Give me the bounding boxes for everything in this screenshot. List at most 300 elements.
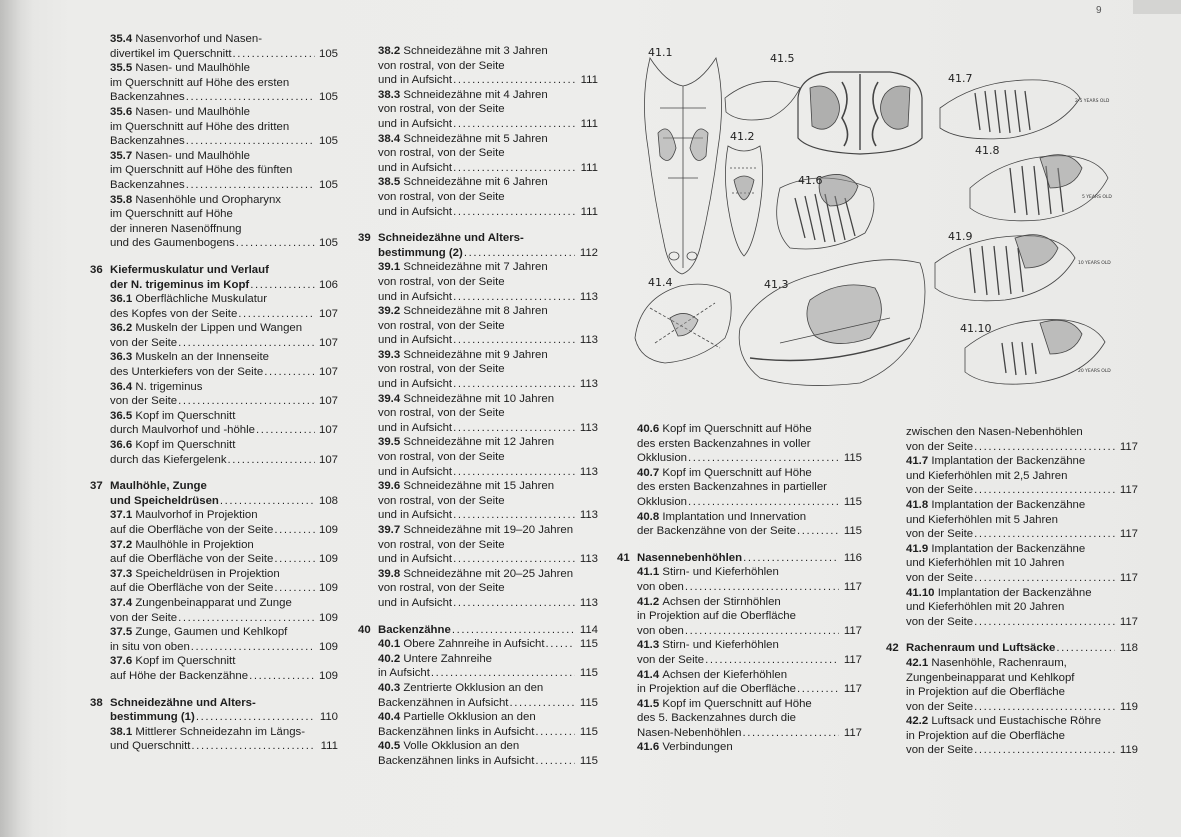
page-ref: 105 bbox=[318, 135, 338, 148]
entry-line bbox=[378, 508, 598, 523]
toc-entry bbox=[110, 292, 338, 321]
entry-text: von rostral, von der Seite bbox=[378, 451, 505, 464]
toc-entry bbox=[110, 193, 338, 251]
page-ref: 115 bbox=[579, 638, 598, 651]
entry-number: 40.3 bbox=[378, 681, 401, 694]
entry-line bbox=[637, 437, 862, 452]
entry-line bbox=[906, 700, 1138, 715]
entry-line bbox=[110, 523, 338, 538]
page-ref: 111 bbox=[580, 74, 598, 87]
entry-number: 37.5 bbox=[110, 626, 133, 639]
entry-number: 39.7 bbox=[378, 524, 401, 536]
entry-number: 40.4 bbox=[378, 711, 401, 724]
entry-line bbox=[378, 190, 598, 205]
entry-text: Schneidezähne mit 5 Jahren bbox=[403, 132, 548, 145]
page-ref: 117 bbox=[1119, 528, 1138, 541]
leader-dots bbox=[453, 73, 575, 88]
entry-text: in Projektion auf die Oberfläche bbox=[906, 729, 1065, 742]
leader-dots bbox=[220, 494, 315, 509]
entry-text: und Kieferhöhlen mit 20 Jahren bbox=[906, 601, 1065, 614]
entry-text: Speicheldrüsen in Projektion bbox=[135, 567, 280, 580]
toc-entry bbox=[110, 567, 338, 596]
page-ref: 114 bbox=[579, 623, 598, 636]
toc-entry bbox=[378, 637, 598, 652]
page-ref: 117 bbox=[843, 726, 862, 739]
toc-entry bbox=[110, 596, 338, 625]
entry-text: von oben bbox=[637, 580, 684, 593]
entry-text: Kiefermuskulatur und Verlauf bbox=[110, 263, 269, 276]
page-ref: 109 bbox=[318, 611, 338, 624]
entry-text: Schneidezähne mit 7 Jahren bbox=[403, 261, 548, 274]
entry-line bbox=[637, 595, 862, 610]
leader-dots bbox=[191, 640, 315, 655]
page-ref: 108 bbox=[318, 494, 338, 507]
entry-line bbox=[637, 580, 862, 595]
entry-line bbox=[906, 454, 1138, 469]
entry-number: 41.5 bbox=[637, 697, 660, 710]
entry-number: 39.4 bbox=[378, 392, 401, 405]
leader-dots bbox=[974, 440, 1115, 455]
toc-entry bbox=[378, 88, 598, 132]
page-ref: 117 bbox=[843, 683, 862, 696]
toc-entry bbox=[378, 44, 598, 88]
page-ref: 113 bbox=[579, 509, 598, 522]
entry-line bbox=[378, 333, 598, 348]
entry-text: Kopf im Querschnitt auf Höhe bbox=[662, 466, 812, 479]
page-ref: 117 bbox=[843, 624, 862, 637]
entry-text: von der Seite bbox=[110, 395, 178, 408]
toc-entry bbox=[906, 586, 1138, 630]
entry-text: N. trigeminus bbox=[135, 380, 203, 393]
page-ref: 111 bbox=[580, 161, 598, 174]
entry-text: von rostral, von der Seite bbox=[378, 538, 505, 551]
entry-text: von der Seite bbox=[110, 611, 178, 624]
entry-line bbox=[378, 362, 598, 377]
entry-line bbox=[378, 637, 598, 652]
entry-line bbox=[906, 542, 1138, 557]
page-ref: 119 bbox=[1119, 744, 1138, 757]
leader-dots bbox=[453, 596, 575, 611]
toc-entry bbox=[110, 61, 338, 105]
entry-text: Kopf im Querschnitt auf Höhe bbox=[662, 423, 812, 435]
leader-dots bbox=[453, 508, 575, 523]
entry-text: Schneidezähne mit 15 Jahren bbox=[403, 480, 555, 493]
age-label: 5 YEARS OLD bbox=[1082, 195, 1112, 200]
entry-line bbox=[378, 132, 598, 147]
entry-number: 39.1 bbox=[378, 261, 401, 274]
entry-text: Zentrierte Okklusion an den bbox=[403, 681, 544, 694]
toc-entry bbox=[637, 565, 862, 594]
entry-number: 41.1 bbox=[637, 566, 660, 579]
entry-text: im Querschnitt auf Höhe des dritten bbox=[110, 120, 290, 133]
entry-line bbox=[637, 653, 862, 668]
entry-text: Maulvorhof in Projektion bbox=[135, 509, 258, 522]
section-number: 39 bbox=[358, 232, 371, 245]
entry-text: des Unterkiefers von der Seite bbox=[110, 366, 264, 379]
book-gutter bbox=[0, 0, 34, 837]
entry-line bbox=[110, 236, 338, 251]
entry-text: zwischen den Nasen-Nebenhöhlen bbox=[906, 426, 1083, 438]
entry-line bbox=[110, 423, 338, 438]
entry-line bbox=[110, 640, 338, 655]
toc-entry bbox=[906, 656, 1138, 714]
toc-entry bbox=[378, 260, 598, 304]
leader-dots bbox=[178, 336, 315, 351]
leader-dots bbox=[453, 552, 575, 567]
entry-text: Nasen- und Maulhöhle bbox=[135, 105, 250, 118]
leader-dots bbox=[274, 581, 315, 596]
entry-text: Schneidezähne mit 19–20 Jahren bbox=[403, 524, 574, 536]
toc-entry bbox=[378, 304, 598, 348]
entry-text: in Aufsicht bbox=[378, 667, 430, 680]
entry-line bbox=[378, 275, 598, 290]
entry-text: Implantation der Backenzähne bbox=[937, 586, 1092, 599]
page-ref: 113 bbox=[579, 290, 598, 303]
section-number: 41 bbox=[617, 551, 630, 564]
leader-dots bbox=[233, 47, 315, 62]
leader-dots bbox=[743, 726, 840, 741]
entry-line bbox=[110, 321, 338, 336]
entry-number: 39.8 bbox=[378, 567, 401, 580]
entry-number: 35.7 bbox=[110, 149, 133, 162]
leader-dots bbox=[974, 483, 1115, 498]
figure-label: 41.10 bbox=[960, 322, 992, 335]
entry-line bbox=[378, 304, 598, 319]
entry-number: 38.1 bbox=[110, 725, 133, 738]
figure-label: 41.8 bbox=[975, 144, 1000, 157]
entry-text: von der Seite bbox=[637, 653, 705, 666]
leader-dots bbox=[453, 333, 575, 348]
entry-text: der inneren Nasenöffnung bbox=[110, 222, 242, 235]
entry-text: und in Aufsicht bbox=[378, 553, 453, 566]
page-ref: 109 bbox=[318, 582, 338, 595]
entry-line bbox=[378, 146, 598, 161]
section-title-line bbox=[110, 278, 338, 293]
entry-text: Schneidezähne mit 12 Jahren bbox=[403, 436, 555, 449]
toc-entry bbox=[110, 625, 338, 654]
page-ref: 107 bbox=[318, 453, 338, 466]
entry-line bbox=[110, 163, 338, 178]
entry-line bbox=[378, 319, 598, 334]
leader-dots bbox=[705, 653, 839, 668]
entry-text: von rostral, von der Seite bbox=[378, 363, 505, 376]
entry-text: Nasen- und Maulhöhle bbox=[135, 149, 250, 162]
entry-text: Partielle Okklusion an den bbox=[403, 711, 536, 724]
leader-dots bbox=[186, 134, 315, 149]
entry-line bbox=[906, 615, 1138, 630]
page-ref: 107 bbox=[318, 366, 338, 379]
leader-dots bbox=[186, 90, 315, 105]
entry-number: 41.9 bbox=[906, 542, 929, 555]
page-ref: 113 bbox=[579, 378, 598, 391]
entry-line bbox=[110, 365, 338, 380]
section-title-line bbox=[110, 494, 338, 509]
section-title-line bbox=[110, 479, 338, 494]
entry-line bbox=[637, 740, 862, 755]
entry-text: von der Seite bbox=[906, 484, 974, 497]
entry-line bbox=[637, 422, 862, 437]
entry-text: auf die Oberfläche von der Seite bbox=[110, 553, 274, 566]
entry-line bbox=[110, 552, 338, 567]
entry-line bbox=[378, 523, 598, 538]
entry-text: im Querschnitt auf Höhe des ersten bbox=[110, 76, 290, 89]
leader-dots bbox=[264, 365, 315, 380]
figure-label: 41.4 bbox=[648, 276, 673, 289]
entry-line bbox=[906, 685, 1138, 700]
entry-text: des ersten Backenzahnes in partieller bbox=[637, 481, 827, 494]
entry-text: Schneidezähne mit 20–25 Jahren bbox=[403, 567, 574, 580]
entry-text: Kopf im Querschnitt bbox=[135, 409, 236, 422]
entry-number: 37.6 bbox=[110, 655, 133, 668]
leader-dots bbox=[546, 637, 575, 652]
section-title-line bbox=[378, 246, 598, 261]
entry-text: im Querschnitt auf Höhe des fünften bbox=[110, 164, 293, 177]
entry-text: und in Aufsicht bbox=[378, 378, 453, 391]
entry-line bbox=[110, 134, 338, 149]
page-ref: 115 bbox=[579, 725, 598, 738]
leader-dots bbox=[228, 453, 315, 468]
entry-text: des Kopfes von der Seite bbox=[110, 307, 238, 320]
entry-number: 39.2 bbox=[378, 305, 401, 318]
entry-number: 35.6 bbox=[110, 105, 133, 118]
entry-line bbox=[110, 307, 338, 322]
toc-entry bbox=[378, 681, 598, 710]
entry-text: von rostral, von der Seite bbox=[378, 103, 505, 116]
leader-dots bbox=[274, 552, 315, 567]
entry-line bbox=[110, 453, 338, 468]
figure-label: 41.1 bbox=[648, 46, 673, 59]
entry-text: Kopf im Querschnitt auf Höhe bbox=[662, 697, 812, 710]
entry-number: 37.4 bbox=[110, 596, 133, 609]
entry-text: Luftsack und Eustachische Röhre bbox=[931, 715, 1102, 728]
leader-dots bbox=[453, 290, 575, 305]
entry-line bbox=[378, 117, 598, 132]
entry-text: Achsen der Kieferhöhlen bbox=[662, 668, 788, 681]
toc-entry bbox=[637, 697, 862, 741]
page-ref: 110 bbox=[319, 711, 338, 724]
age-label: 20 YEARS OLD bbox=[1078, 369, 1111, 374]
entry-number: 37.2 bbox=[110, 538, 133, 551]
entry-text: Schneidezähne mit 3 Jahren bbox=[403, 45, 548, 57]
toc-section bbox=[90, 479, 338, 508]
entry-text: und Kieferhöhlen mit 2,5 Jahren bbox=[906, 469, 1068, 482]
section-title-line bbox=[378, 623, 598, 638]
entry-line bbox=[378, 581, 598, 596]
entry-line bbox=[378, 479, 598, 494]
entry-text: Stirn- und Kieferhöhlen bbox=[662, 639, 779, 652]
entry-line bbox=[378, 696, 598, 711]
entry-text: Backenzähnen links in Aufsicht bbox=[378, 754, 535, 767]
page-ref: 115 bbox=[843, 525, 862, 538]
page-ref: 115 bbox=[843, 452, 862, 465]
entry-line bbox=[906, 571, 1138, 586]
entry-line bbox=[378, 59, 598, 74]
entry-number: 36.4 bbox=[110, 380, 133, 393]
entry-text: von der Seite bbox=[906, 615, 974, 628]
entry-text: durch Maulvorhof und -höhle bbox=[110, 424, 256, 437]
entry-number: 36.5 bbox=[110, 409, 133, 422]
leader-dots bbox=[256, 423, 315, 438]
entry-line bbox=[110, 611, 338, 626]
page-ref: 107 bbox=[318, 336, 338, 349]
entry-line bbox=[906, 743, 1138, 758]
entry-text: von rostral, von der Seite bbox=[378, 190, 505, 203]
entry-text: Backenzahnes bbox=[110, 178, 185, 191]
entry-line bbox=[378, 348, 598, 363]
page-ref: 109 bbox=[318, 524, 338, 536]
figure-label: 41.6 bbox=[798, 174, 823, 187]
entry-number: 39.6 bbox=[378, 480, 401, 493]
entry-text: Schneidezähne mit 9 Jahren bbox=[403, 348, 548, 361]
entry-number: 39.5 bbox=[378, 436, 401, 449]
entry-text: Okklusion bbox=[637, 495, 688, 508]
page-ref: 111 bbox=[320, 740, 338, 753]
entry-line bbox=[637, 451, 862, 466]
entry-text: Nasen- und Maulhöhle bbox=[135, 62, 250, 75]
entry-number: 36.2 bbox=[110, 322, 133, 335]
leader-dots bbox=[974, 615, 1115, 630]
page-ref: 113 bbox=[579, 421, 598, 434]
entry-line bbox=[637, 495, 862, 510]
figure-label: 41.5 bbox=[770, 52, 795, 65]
entry-text: Backenzahnes bbox=[110, 91, 185, 104]
entry-line bbox=[110, 350, 338, 365]
entry-number: 38.2 bbox=[378, 45, 401, 57]
entry-text: Schneidezähne mit 4 Jahren bbox=[403, 88, 548, 101]
toc-entry bbox=[110, 321, 338, 350]
entry-line bbox=[110, 394, 338, 409]
leader-dots bbox=[535, 725, 575, 740]
leader-dots bbox=[274, 523, 315, 538]
entry-line bbox=[378, 538, 598, 553]
toc-entry bbox=[378, 392, 598, 436]
entry-text: Backenzähne bbox=[378, 623, 451, 636]
toc-section bbox=[358, 231, 598, 260]
section-number: 37 bbox=[90, 480, 103, 493]
entry-line bbox=[906, 556, 1138, 571]
entry-line bbox=[378, 596, 598, 611]
entry-line bbox=[110, 292, 338, 307]
entry-number: 39.3 bbox=[378, 348, 401, 361]
entry-line bbox=[637, 624, 862, 639]
figure-41-5-cross-section bbox=[725, 72, 922, 154]
entry-line bbox=[906, 656, 1138, 671]
section-title-line bbox=[378, 231, 598, 246]
page-ref: 119 bbox=[1119, 700, 1138, 713]
toc-section bbox=[617, 551, 862, 566]
leader-dots bbox=[464, 246, 575, 261]
entry-number: 41.4 bbox=[637, 668, 660, 681]
leader-dots bbox=[238, 307, 315, 322]
entry-line bbox=[110, 739, 338, 754]
entry-text: des ersten Backenzahnes in voller bbox=[637, 437, 811, 450]
figure-label: 41.9 bbox=[948, 230, 973, 243]
entry-line bbox=[637, 668, 862, 683]
entry-line bbox=[906, 469, 1138, 484]
toc-column-4 bbox=[886, 425, 1138, 758]
leader-dots bbox=[797, 524, 839, 539]
entry-line bbox=[110, 581, 338, 596]
toc-entry bbox=[110, 538, 338, 567]
toc-section bbox=[90, 696, 338, 725]
page-ref: 105 bbox=[318, 91, 338, 104]
entry-text: Implantation der Backenzähne bbox=[931, 498, 1086, 511]
entry-line bbox=[110, 538, 338, 553]
toc-entry bbox=[110, 409, 338, 438]
toc-section bbox=[358, 623, 598, 638]
leader-dots bbox=[974, 743, 1115, 758]
entry-text: Backenzähnen links in Aufsicht bbox=[378, 725, 535, 738]
entry-number: 41.10 bbox=[906, 586, 935, 599]
toc-entry bbox=[637, 595, 862, 639]
entry-line bbox=[378, 567, 598, 582]
entry-number: 38.3 bbox=[378, 88, 401, 101]
section-title-line bbox=[110, 710, 338, 725]
entry-text: Oberflächliche Muskulatur bbox=[135, 293, 268, 306]
leader-dots bbox=[178, 611, 315, 626]
entry-text: Zungenbeinapparat und Zunge bbox=[135, 596, 292, 609]
page-ref: 109 bbox=[318, 640, 338, 653]
toc-entry bbox=[378, 739, 598, 768]
entry-text: Schneidezähne und Alters- bbox=[378, 232, 524, 245]
entry-text: bestimmung (2) bbox=[378, 246, 463, 259]
entry-text: von rostral, von der Seite bbox=[378, 147, 505, 160]
page-ref: 113 bbox=[579, 596, 598, 609]
entry-line bbox=[378, 44, 598, 59]
leader-dots bbox=[178, 394, 315, 409]
toc-entry bbox=[378, 479, 598, 523]
entry-line bbox=[378, 465, 598, 480]
page-ref: 112 bbox=[579, 246, 598, 259]
entry-line bbox=[906, 425, 1138, 440]
entry-line bbox=[906, 483, 1138, 498]
entry-text: in Projektion auf die Oberfläche bbox=[637, 683, 796, 696]
page-ref: 107 bbox=[318, 395, 338, 408]
entry-text: Backenzähnen in Aufsicht bbox=[378, 696, 509, 709]
entry-line bbox=[378, 666, 598, 681]
entry-text: in Projektion auf die Oberfläche bbox=[637, 610, 796, 623]
toc-entry bbox=[110, 32, 338, 61]
entry-line bbox=[637, 711, 862, 726]
toc-entry bbox=[906, 454, 1138, 498]
entry-line bbox=[110, 76, 338, 91]
leader-dots bbox=[453, 205, 575, 220]
figure-41-6-lateral-teeth bbox=[777, 174, 874, 249]
entry-line bbox=[110, 567, 338, 582]
entry-line bbox=[110, 438, 338, 453]
entry-line bbox=[906, 498, 1138, 513]
entry-text: Kopf im Querschnitt bbox=[135, 439, 236, 452]
entry-line bbox=[110, 380, 338, 395]
entry-line bbox=[906, 600, 1138, 615]
toc-column-3 bbox=[617, 422, 862, 755]
entry-text: Obere Zahnreihe in Aufsicht bbox=[403, 638, 545, 651]
page-corner bbox=[1133, 0, 1181, 14]
toc-entry bbox=[110, 105, 338, 149]
section-number: 40 bbox=[358, 623, 371, 636]
entry-line bbox=[906, 714, 1138, 729]
entry-text: und in Aufsicht bbox=[378, 205, 453, 218]
entry-line bbox=[378, 406, 598, 421]
entry-line bbox=[378, 73, 598, 88]
toc-entry bbox=[378, 652, 598, 681]
entry-text: von der Seite bbox=[906, 700, 974, 713]
toc-entry bbox=[637, 740, 862, 755]
page-ref: 117 bbox=[1119, 615, 1138, 628]
figure-41-1-horse-head-top bbox=[644, 58, 721, 274]
leader-dots bbox=[453, 377, 575, 392]
leader-dots bbox=[250, 278, 315, 293]
